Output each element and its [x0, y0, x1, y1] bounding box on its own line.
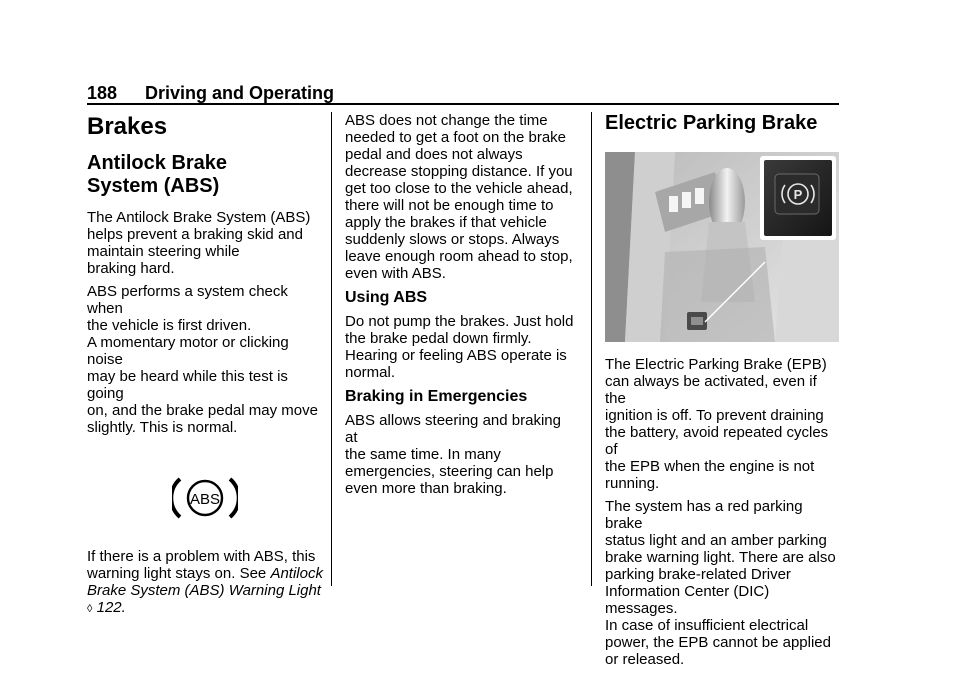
running-header	[87, 83, 334, 104]
header-rule	[87, 103, 839, 105]
column-divider	[331, 112, 332, 586]
heading-electric-parking-brake: Electric Parking Brake	[605, 112, 818, 134]
column-1	[87, 112, 325, 624]
page-reference-icon: ◊	[87, 603, 93, 615]
reference-page[interactable]: 122.	[96, 599, 126, 616]
epb-console-photo	[605, 152, 839, 342]
paragraph: If there is a problem with ABS, this warning light stays on. See Antilock Brake System (ABS) Warning Light ◊ 122.	[87, 548, 323, 616]
epb-switch-label: P	[793, 187, 803, 202]
heading-abs: Antilock Brake System (ABS)	[87, 152, 228, 197]
column-2	[345, 112, 575, 503]
paragraph: The Electric Parking Brake (EPB) can always be activated, even if the ignition is off. To prevent draining the battery, avoid repeated cycles of the EPB when the engine is not running.	[605, 356, 829, 492]
heading-braking-emergencies: Braking in Emergencies	[345, 388, 528, 405]
column-divider	[591, 112, 592, 586]
heading-using-abs: Using ABS	[345, 289, 428, 306]
paragraph: ABS performs a system check when the vehicle is first driven. A momentary motor or clicking noise may be heard while this test is going on, and the brake pedal may move slightly. This is normal.	[87, 283, 318, 436]
abs-icon-label: ABS	[189, 491, 221, 508]
paragraph: The system has a red parking brake status light and an amber parking brake warning light. There are also parking brake-related Driver Information Center (DIC) messages. In case of insufficient electrical power, the EPB cannot be applied or released.	[605, 498, 836, 668]
paragraph: ABS allows steering and braking at the same time. In many emergencies, steering can help even more than braking.	[345, 412, 561, 497]
section-title: Driving and Operating	[145, 83, 335, 103]
page-number: 188	[87, 83, 118, 103]
column-3	[605, 112, 841, 674]
heading-brakes: Brakes	[87, 113, 168, 140]
abs-warning-icon	[172, 473, 238, 523]
paragraph: The Antilock Brake System (ABS) helps prevent a braking skid and maintain steering while braking hard.	[87, 209, 311, 277]
cross-reference-link[interactable]: Antilock Brake System (ABS) Warning Light	[87, 565, 323, 599]
paragraph: ABS does not change the time needed to get a foot on the brake pedal and does not always decrease stopping distance. If you get too close to the vehicle ahead, there will not be enough time to apply the brakes if that vehicle suddenly slows or stops. Always leave enough room ahead to stop, even with ABS.	[345, 112, 573, 282]
paragraph: Do not pump the brakes. Just hold the brake pedal down firmly. Hearing or feeling ABS operate is normal.	[345, 313, 574, 381]
